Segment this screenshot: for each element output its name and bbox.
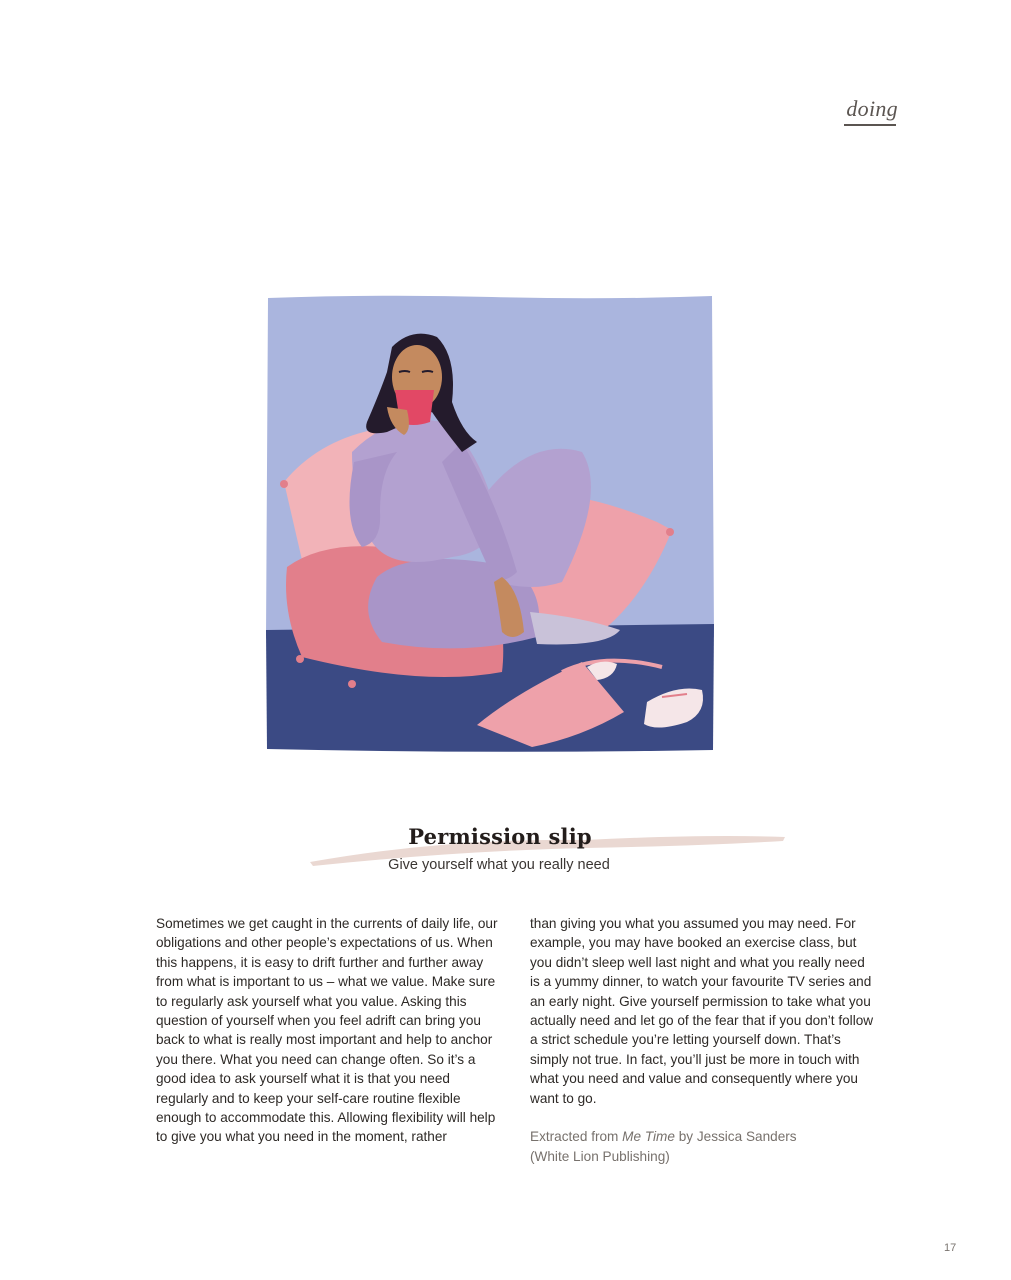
credit-author: by Jessica Sanders — [678, 1129, 797, 1145]
credit-publisher: (White Lion Publishing) — [530, 1148, 670, 1164]
article-subtitle: Give yourself what you really need — [388, 857, 610, 873]
body-column-left — [156, 914, 501, 1147]
credit-prefix: Extracted from — [530, 1129, 619, 1145]
body-column-right — [530, 914, 875, 1166]
page-number: 17 — [944, 1242, 957, 1254]
body-text: Sometimes we get caught in the currents of daily life, our obligations and other people’s expectations of us. When this happens, it is easy to drift further and further away from what is important to us – what we value. Make sure to regularly ask yourself what you value. Asking this question of yourself when you feel adrift can bring you back to what is really most important and help to anchor you there. What you need can change often. So it’s a good idea to ask yourself what it is that you need regularly and to keep your self-care routine flexible enough to accommodate this. Allowing flexibility will help to give you what you need in the moment, rather — [156, 916, 498, 1145]
article-title: Permission slip — [408, 824, 592, 849]
body-text: than giving you what you assumed you may need. For example, you may have booked an exercise class, but you didn’t sleep well last night and what you really need is a yummy dinner, to watch your favourite TV series and an early night. Give yourself permission to take what you actually need and let go of the fear that if you don’t follow a strict schedule you’re letting yourself down. That’s simply not true. In fact, you’ll just be more in touch with what you need and value and consequently where you want to go. — [530, 916, 874, 1106]
section-tag-underline — [844, 124, 896, 126]
credit-book-title: Me Time — [622, 1129, 675, 1145]
section-tag: doing — [846, 96, 898, 121]
illustration — [262, 292, 717, 757]
credit — [530, 1127, 875, 1166]
